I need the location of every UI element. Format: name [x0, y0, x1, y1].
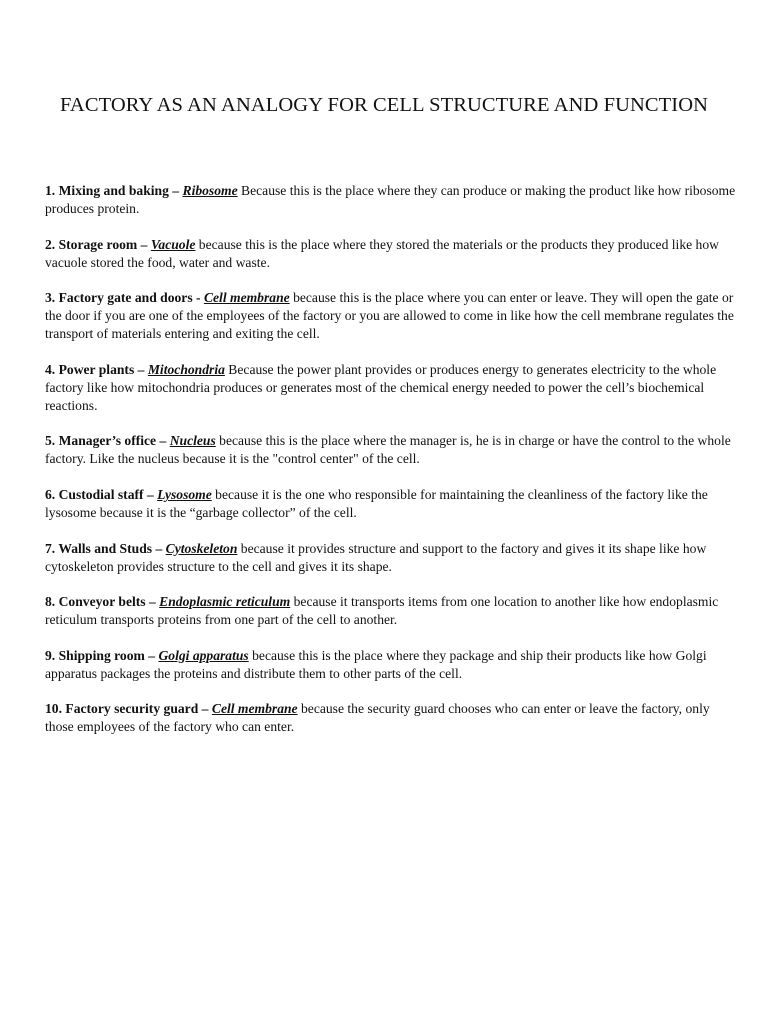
page-title: FACTORY AS AN ANALOGY FOR CELL STRUCTURE AND FUNCTION	[59, 94, 709, 116]
item-term: Cell membrane	[203, 290, 290, 306]
item-lead: 1. Mixing and baking –	[45, 183, 183, 198]
list-item	[45, 486, 739, 522]
list-item	[45, 182, 739, 218]
item-lead: 8. Conveyor belts –	[45, 594, 160, 610]
item-term: Endoplasmic reticulum	[159, 594, 291, 610]
item-lead: 7. Walls and Studs –	[45, 540, 166, 556]
item-term: Nucleus	[169, 433, 216, 449]
list-item	[45, 540, 739, 576]
item-description: Because this is the place where they can produce or making the product like how ribosome produces protein.	[45, 183, 736, 216]
list-item	[45, 432, 739, 468]
item-term: Golgi apparatus	[158, 647, 249, 663]
analogy-list	[45, 182, 739, 754]
item-lead: 2. Storage room –	[45, 236, 151, 252]
item-lead: 5. Manager’s office –	[45, 433, 170, 449]
item-lead: 10. Factory security guard –	[45, 701, 212, 717]
item-description: because it is the one who responsible for maintaining the cleanliness of the factory like the lysosome because it is the “garbage collector” of the cell.	[45, 486, 708, 520]
list-item	[45, 289, 739, 343]
list-item	[45, 593, 739, 629]
item-description: because this is the place where you can enter or leave. They will open the gate or the door if you are one of the employees of the factory or you are allowed to come in like how the cell membrane regulates the transport of materials entering and exiting the cell.	[45, 290, 734, 342]
item-description: because it transports items from one location to another like how endoplasmic reticulum transports proteins from one part of the cell to another.	[45, 594, 719, 628]
item-lead: 6. Custodial staff –	[45, 486, 158, 502]
item-term: Cytoskeleton	[165, 540, 238, 556]
item-term: Lysosome	[157, 486, 212, 502]
item-term: Vacuole	[150, 236, 196, 252]
list-item	[45, 361, 739, 415]
item-description: because the security guard chooses who can enter or leave the factory, only those employees of the factory who can enter.	[45, 701, 710, 735]
item-description: because this is the place where the manager is, he is in charge or have the control to the whole factory. Like the nucleus because it is the "control center" of the cell.	[45, 433, 731, 467]
list-item	[45, 700, 739, 736]
item-lead: 3. Factory gate and doors -	[45, 290, 204, 306]
item-term: Cell membrane	[211, 701, 298, 717]
item-term: Ribosome	[182, 183, 238, 198]
item-lead: 9. Shipping room –	[45, 647, 159, 663]
item-description: because this is the place where they stored the materials or the products they produced like how vacuole stored the food, water and waste.	[45, 236, 719, 270]
item-description: because it provides structure and support to the factory and gives it its shape like how cytoskeleton provides structure to the cell and gives it its shape.	[45, 540, 707, 574]
item-description: Because the power plant provides or produces energy to generates electricity to the whole factory like how mitochondria produces or generates most of the chemical energy needed to power the cell’s biochemical reactions.	[45, 361, 717, 413]
list-item	[45, 236, 739, 272]
item-lead: 4. Power plants –	[45, 361, 148, 377]
item-term: Mitochondria	[147, 361, 225, 377]
item-description: because this is the place where they package and ship their products like how Golgi apparatus packages the proteins and distribute them to other parts of the cell.	[45, 647, 707, 681]
list-item	[45, 647, 739, 683]
